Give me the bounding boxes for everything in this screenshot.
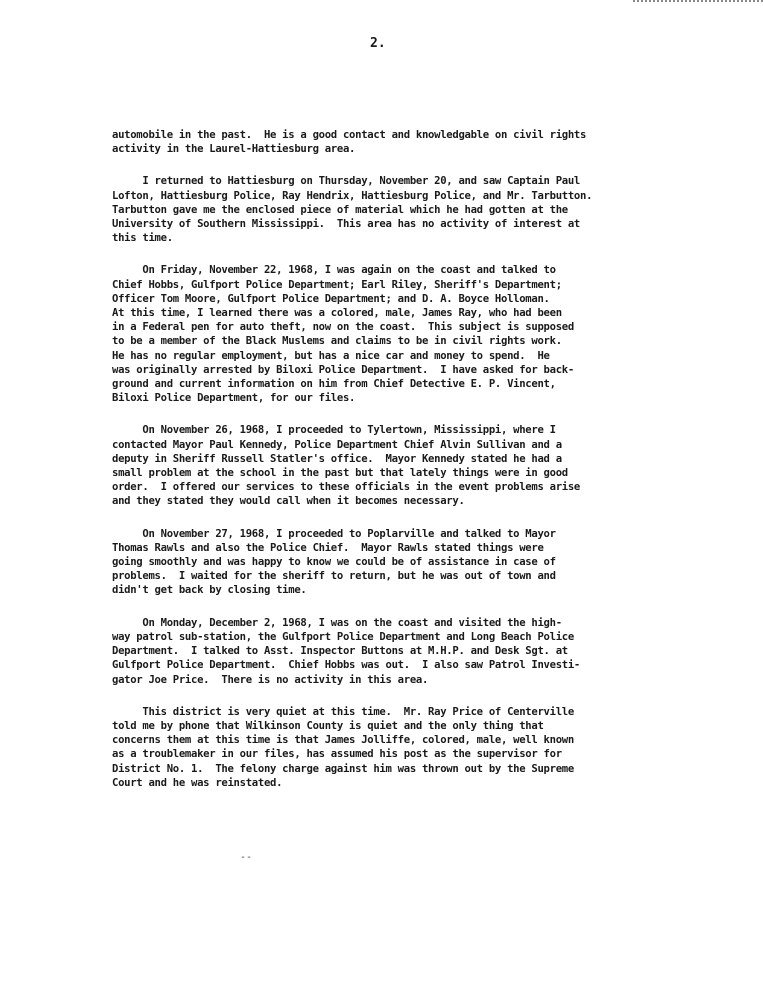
paragraph [112,128,717,156]
text-line: At this time, I learned there was a colored, male, James Ray, who had been [112,307,562,320]
text-line: activity in the Laurel-Hattiesburg area. [112,143,356,156]
page-number: 2. [370,36,386,51]
paragraph [112,616,717,687]
paragraph [112,705,717,790]
text-line: small problem at the school in the past but that lately things were in good [112,467,568,480]
text-line: way patrol sub-station, the Gulfport Police Department and Long Beach Police [112,630,574,643]
text-line: He has no regular employment, but has a nice car and money to spend. He [112,349,550,362]
text-line: contacted Mayor Paul Kennedy, Police Department Chief Alvin Sullivan and a [112,438,562,451]
paragraph [112,527,717,598]
text-line: Court and he was reinstated. [112,776,283,789]
text-line: this time. [112,232,173,245]
paragraph [112,174,717,245]
text-line: Department. I talked to Asst. Inspector Buttons at M.H.P. and Desk Sgt. at [112,645,568,658]
text-line: Officer Tom Moore, Gulfport Police Department; and D. A. Boyce Holloman. [112,292,550,305]
text-line: University of Southern Mississippi. This area has no activity of interest at [112,218,581,231]
text-line: order. I offered our services to these officials in the event problems arise [112,481,581,494]
text-line: as a troublemaker in our files, has assumed his post as the supervisor for [112,748,562,761]
text-line: problems. I waited for the sheriff to return, but he was out of town and [112,570,556,583]
text-line: concerns them at this time is that James Jolliffe, colored, male, well known [112,734,574,747]
text-line: I returned to Hattiesburg on Thursday, November 20, and saw Captain Paul [112,175,581,188]
text-line: was originally arrested by Biloxi Police Department. I have asked for back- [112,363,574,376]
text-line: deputy in Sheriff Russell Statler's office. Mayor Kennedy stated he had a [112,452,562,465]
document-body [112,128,717,808]
text-line: told me by phone that Wilkinson County is quiet and the only thing that [112,719,544,732]
stray-mark: -- [240,852,253,863]
text-line: Biloxi Police Department, for our files. [112,392,356,405]
paragraph [112,263,717,405]
text-line: This district is very quiet at this time. Mr. Ray Price of Centerville [112,705,574,718]
text-line: On November 26, 1968, I proceeded to Tylertown, Mississippi, where I [112,424,556,437]
text-line: in a Federal pen for auto theft, now on the coast. This subject is supposed [112,321,574,334]
corner-scan-mark [633,0,763,6]
text-line: automobile in the past. He is a good contact and knowledgable on civil rights [112,129,587,141]
text-line: going smoothly and was happy to know we could be of assistance in case of [112,556,556,569]
text-line: Gulfport Police Department. Chief Hobbs was out. I also saw Patrol Investi- [112,659,581,672]
text-line: Thomas Rawls and also the Police Chief. Mayor Rawls stated things were [112,541,544,554]
text-line: gator Joe Price. There is no activity in this area. [112,673,429,686]
text-line: didn't get back by closing time. [112,584,307,597]
text-line: to be a member of the Black Muslems and claims to be in civil rights work. [112,335,562,348]
text-line: On Monday, December 2, 1968, I was on the coast and visited the high- [112,616,562,629]
text-line: Lofton, Hattiesburg Police, Ray Hendrix, Hattiesburg Police, and Mr. Tarbutton. [112,189,593,202]
paragraph [112,423,717,508]
text-line: and they stated they would call when it becomes necessary. [112,495,465,508]
text-line: District No. 1. The felony charge against him was thrown out by the Supreme [112,762,574,775]
text-line: ground and current information on him from Chief Detective E. P. Vincent, [112,378,556,391]
text-line: Tarbutton gave me the enclosed piece of material which he had gotten at the [112,203,568,216]
text-line: On November 27, 1968, I proceeded to Poplarville and talked to Mayor [112,527,556,540]
text-line: Chief Hobbs, Gulfport Police Department; Earl Riley, Sheriff's Department; [112,278,562,291]
text-line: On Friday, November 22, 1968, I was again on the coast and talked to [112,264,556,277]
